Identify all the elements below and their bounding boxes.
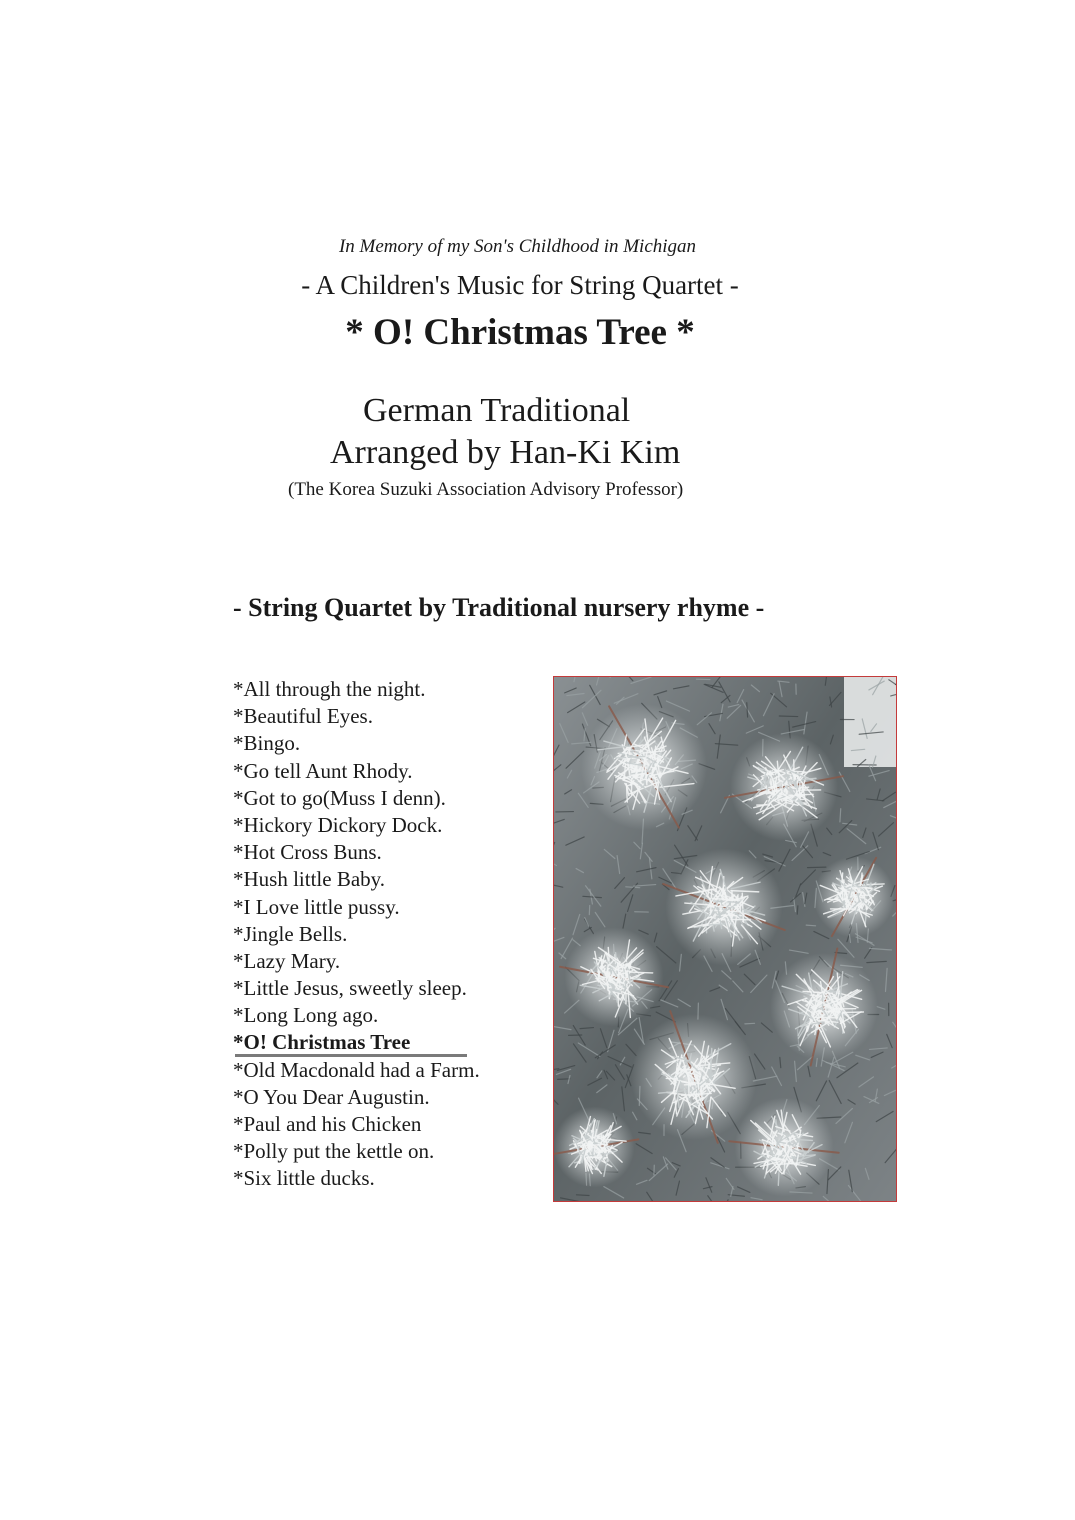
arranger-affiliation: (The Korea Suzuki Association Advisory Professor) [288, 479, 684, 500]
song-list-item: *Go tell Aunt Rhody. [233, 758, 413, 783]
page-title: * O! Christmas Tree * [345, 312, 695, 353]
arranger-credit: Arranged by Han-Ki Kim [330, 434, 681, 471]
song-list-item: *O! Christmas Tree [233, 1029, 480, 1056]
subtitle: - A Children's Music for String Quartet - [301, 270, 739, 300]
song-list-item: *Paul and his Chicken [233, 1112, 422, 1136]
song-list [233, 676, 480, 1193]
song-list-item: *Beautiful Eyes. [233, 704, 373, 729]
song-list-item: *Got to go(Muss I denn). [233, 785, 446, 810]
song-list-item: *Hot Cross Buns. [233, 840, 382, 865]
song-list-item: *Little Jesus, sweetly sleep. [233, 976, 467, 1001]
song-list-item: *Long Long ago. [233, 1003, 379, 1028]
song-list-item: *Bingo. [233, 731, 301, 756]
song-list-item: *Hush little Baby. [233, 867, 386, 892]
song-list-item: *O You Dear Augustin. [233, 1084, 430, 1109]
song-list-item: *Old Macdonald had a Farm. [233, 1057, 480, 1082]
song-list-item: *All through the night. [233, 677, 426, 701]
song-list-item: *Hickory Dickory Dock. [233, 812, 443, 837]
composer-credit: German Traditional [363, 392, 631, 429]
series-heading: - String Quartet by Traditional nursery rhyme - [233, 593, 765, 622]
dedication-line: In Memory of my Son's Childhood in Michigan [338, 236, 697, 257]
frosted-pine-photo [553, 676, 897, 1202]
song-list-item: *Six little ducks. [233, 1166, 375, 1191]
song-list-item: *I Love little pussy. [233, 894, 400, 919]
song-list-item: *Polly put the kettle on. [233, 1139, 435, 1164]
song-list-item: *Jingle Bells. [233, 921, 348, 946]
song-list-item: *Lazy Mary. [233, 948, 341, 973]
